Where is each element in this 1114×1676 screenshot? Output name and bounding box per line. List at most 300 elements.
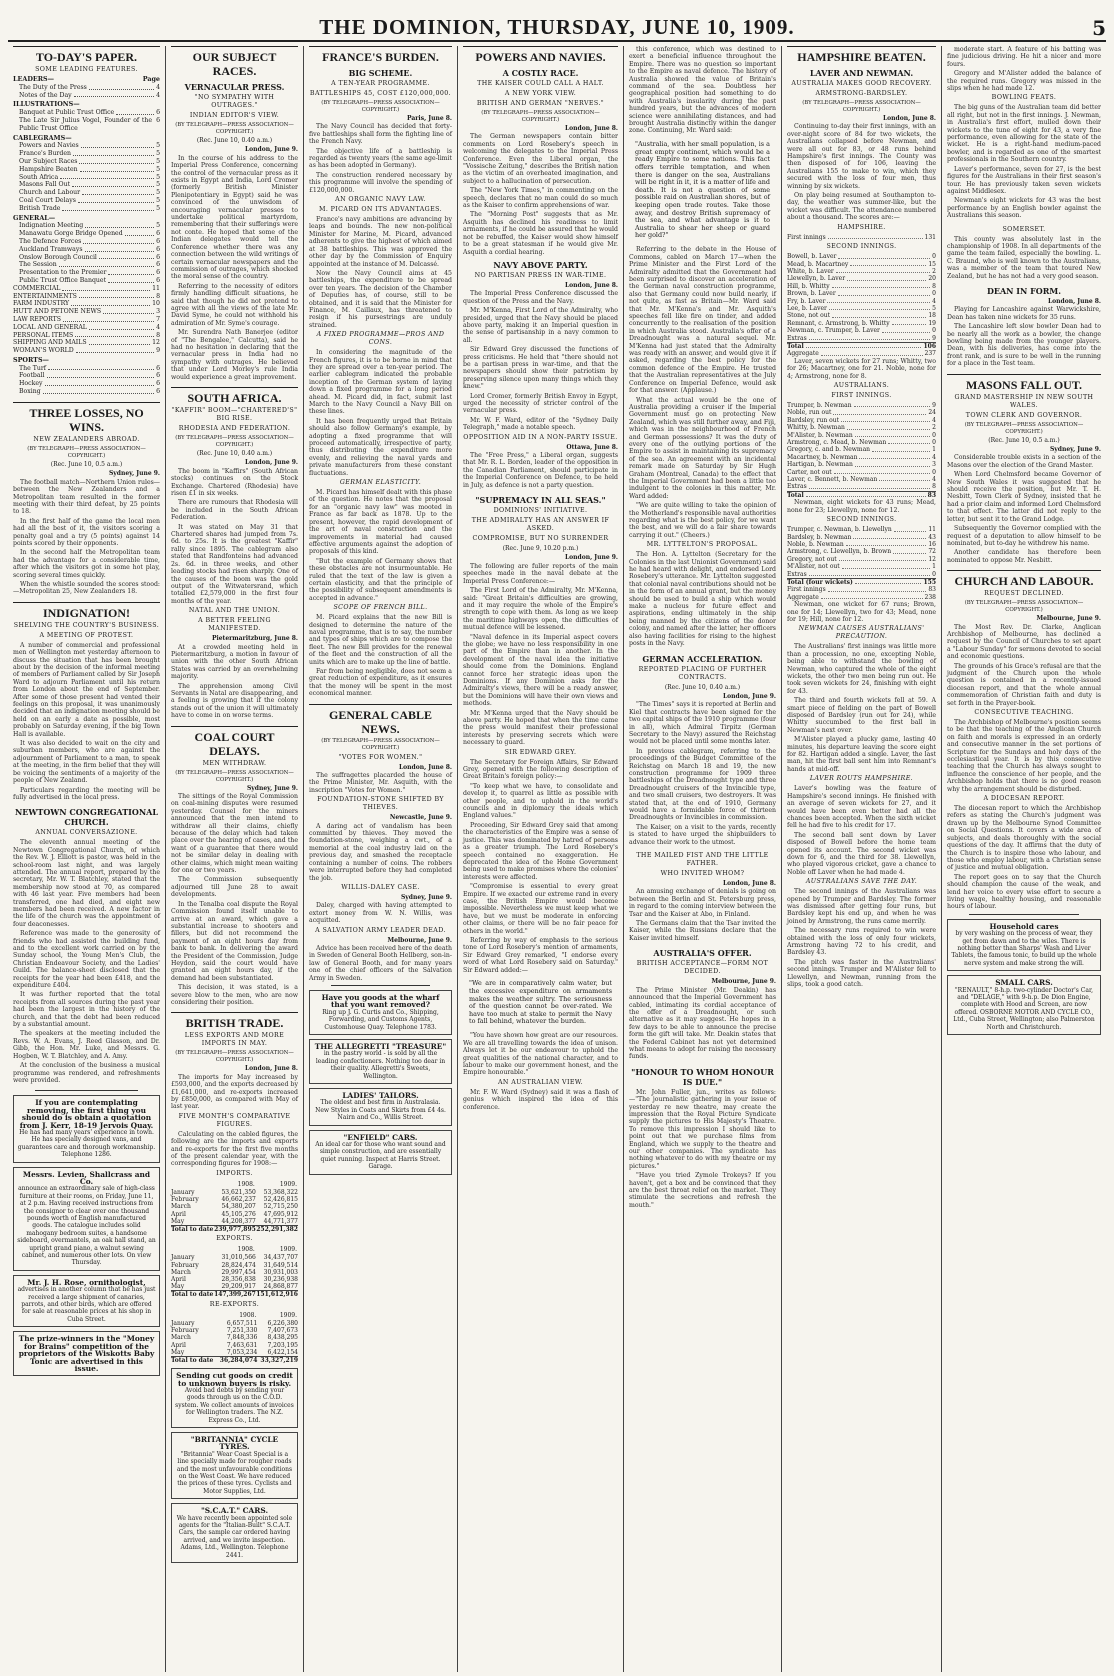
score-runs: 9 [932,334,936,342]
score-line [787,305,936,312]
toc-item [13,238,160,246]
toc-item-text: Coal Court Delays [19,196,76,204]
toc-item-page: 5 [156,189,160,197]
article-subheadline: SOMERSET. [1002,225,1046,233]
score-line [787,446,936,453]
trade-table-title: RE-EXPORTS. [209,1300,260,1308]
score-runs: 83 [927,491,936,499]
article-paragraph: "To keep what we have, to consolidate and develop it, to quarrel as little as possible with other people, and to uphold in the world's councils and in diplomacy the ideals which England values." [463,782,618,820]
table-row [171,1276,298,1283]
article-headline: FRANCE'S BURDEN. [309,46,452,64]
article-paragraph: The grounds of his Grace's refusal are that the judgment of the Church upon the whole question is contained in a recently-issued diocesan report, and that the whole annual commemoration of Christian faith and duty is set forth in the Prayer-book. [947,662,1101,707]
score-line [787,335,936,342]
article-body [629,551,776,647]
article-paragraph: The construction rendered necessary by this programme will involve the spending of £120,000,000. [309,171,452,194]
column-2 [166,46,304,1672]
trade-value: 6,226,380 [267,1319,298,1327]
powers-navies-article [463,46,618,489]
article-paragraph: Mr. F. W. Ward (Sydney) said it was a flash of genius which inspired the idea of this conference. [463,1088,618,1111]
newtown-church-article [13,807,160,1084]
innings-total [787,491,936,499]
toc-item [13,181,160,189]
toc-item [13,324,160,332]
todays-paper-section [13,46,160,396]
trade-value: 29,997,454 [221,1268,256,1276]
score-leader [894,526,927,531]
article-paragraph: It has been frequently urged that Britain should also follow Germany's example, by adopting a fixed programme that will proceed automatically, irrespective of party, thus distributing the expenditure more evenly, and relieving the naval yards and private manufacturers from these constant fluctuations. [309,417,452,477]
trade-table-header [171,1245,298,1254]
aggregate-total [787,594,936,601]
column-3 [304,46,458,1672]
block-quote: "Australia, with her small population, is a great empty continent, which would be a ready Empire to some nations. This fact offers terrible temptation, and when there is danger on the sea, Australians will be right in it, it is a matter of life and death. It is not a question of some possible raid on Australian shores, but of keeping open trade routes. Take those away, and destroy British supremacy of the sea, and what advantage is it to Australia to shear her sheep or guard her gold?" [635,140,770,240]
notice-text: "Britannia" Wear Coast Special is a line specially made for rougher roads and the most unfavourable conditions on the West Coast. We have reduced the prices of these tyres. Cyclists and Motor Supplies, Ltd. [176,1450,293,1495]
toc-item-page: 11 [152,284,160,292]
cable-item-place: London, June 8. [398,763,452,771]
toc-leader [89,339,151,345]
article-subheadline: LAVER AND NEWMAN. [809,68,914,78]
toc-group [13,135,160,143]
toc-item-page: 4 [156,91,160,99]
article-subheadline: LAVER ROUTS HAMPSHIRE. [809,775,914,783]
trade-value: 53,621,350 [221,1189,256,1197]
score-line [787,483,936,490]
toc-item-text: The Defence Forces [19,237,82,245]
toc-item-text: Auckland Tramways [19,245,83,253]
article-paragraph: France's navy ambitions are advancing by leaps and bounds. The new non-political Minister for Marine, M. Picard, advanced adherents to give the highest of which aimed at 38 battleships. This was approved the other day by the Commission of Enquiry appointed at the instance of M. Delcassé. [309,216,452,268]
score-runs: 43 [928,533,936,541]
score-runs: 4 [932,297,936,305]
trade-month: May [171,1348,185,1356]
toc-item [13,150,160,158]
toc-item [13,109,160,117]
score-name: M'Alister, not out [787,563,840,571]
trade-table-header [171,1311,298,1320]
score-runs: 1 [932,563,936,571]
toc-item [13,339,160,347]
article-subheadline: BRITISH AND GERMAN "NERVES." [476,100,605,107]
score-leader [832,283,931,288]
score-leader [855,461,930,466]
article-place: London, June 8. [882,115,936,122]
score-runs: 0 [932,439,936,447]
score-name: Extras [787,570,807,578]
article-body [787,123,936,221]
toc-leader [125,230,154,236]
trade-table-year: 1908. [237,1246,255,1254]
toc-group [13,76,160,84]
trade-month: May [171,1283,185,1291]
trade-total-value: 147,399,267 [214,1291,256,1299]
column-1 [8,46,166,1672]
trade-table-title: EXPORTS. [216,1235,253,1243]
toc-leader [45,380,155,386]
article-body [171,793,298,1006]
toc-item-page: 5 [156,173,160,181]
divider [35,1090,138,1091]
score-name: Laver, c. Bennett, b. Newman [787,476,878,484]
toc-item-text: Boxing [19,388,41,396]
score-line [787,268,936,275]
aggregate-total [787,350,936,357]
article-subheadline: INDIAN EDITOR'S VIEW. [189,112,280,119]
toc-leader [72,181,154,187]
notice-heading: Household cares [989,921,1059,931]
score-leader [829,305,930,310]
article-paragraph: In the first half of the game the local men had all the best of it, the visitors scoring a penalty goal and a try (5 points) against 14 points scored by their opponents. [13,517,160,547]
toc-leader [76,347,154,353]
toc-item-text: Football [19,372,45,380]
article-body [13,839,160,1084]
score-name: Remnant, c. Armstrong, b. Whitty [787,319,890,327]
article-paragraph: The imports for May increased by £593,000, and the exports decreased by £1,641,000, and re-exports increased by £850,000, as compared with May of last year. [171,1073,298,1111]
article-headline: GERMAN ACCELERATION. [642,653,763,664]
article-place: London, June 8. [1047,297,1101,305]
article-paragraph: Far from being negligible, does not seem a great reduction of expenditure, as it ensures that the money will be spent in the most economical manner. [309,668,452,698]
article-paragraph: Referring to the debate in the House of Commons, cabled on March 17—when the Prime Minister and the First Lord of the Admiralty admitted that the Government had been surprised to discover an acceleration of the German naval construction programme, also that Germany could now build nearly, if not quite, as fast as Britain—Mr. Ward said that Mr. M'Kenna's and Mr. Asquith's speeches fell like fire on tinder, and added concurrently to the realisation of the position in which Australia stood. Australia's offer of a Dreadnought was a natural sequel. Mr. M'Kenna had just stated that the Admiralty was ready with an answer, and would give it if asked, regarding the best policy for the common defence of the Empire. He trusted that the Australian representatives at the July Conference on Imperial Defence, would ask for that answer. (Applause.) [629,246,776,395]
score-line [787,476,936,483]
article-paragraph: The Kaiser, on a visit to the yards, recently is stated to have urged the shipbuilders to advance their work to the utmost. [629,823,776,846]
score-name: Hartigan, b. Newman [787,461,853,469]
article-paragraph: "You have shown how great are our resources. We are all travelling towards the idea of unison. Always let it be our endeavour to uphold the great qualities of the national character, and to labour to make our government honest, and the Empire honourable." [463,1032,618,1077]
article-place: London, June 9. [722,692,776,700]
article-subheadline: REPORTED PLACING OF FURTHER CONTRACTS. [638,665,767,681]
article-dateline: (Rec. June 10, 0.5 a.m.) [50,460,123,468]
table-row [171,1349,298,1357]
toc-item-page: 5 [156,196,160,204]
article-subheadline: AN ORGANIC NAVY LAW. [335,196,426,204]
score-runs: 106 [923,342,936,350]
article-subheadline: A COSTLY RACE. [502,68,579,78]
trade-value: 34,437,707 [263,1254,298,1262]
score-leader [847,424,930,429]
article-subheadline: MEN WITHDRAW. [202,759,267,767]
article-headline: THE MAILED FIST AND THE LITTLE FATHER. [636,852,769,868]
toc-item [13,277,160,285]
notice-box [171,1432,298,1499]
score-leader [882,327,930,332]
masthead [8,0,1106,42]
score-line [787,454,936,461]
toc-item-text: Presentation to the Premier [19,269,107,277]
toc-item-page: 5 [156,222,160,230]
score-name: Bowell, b. Laver [787,253,837,261]
trade-tables [171,1170,298,1364]
article-paragraph: The boom in "Kaffirs" (South African stocks) continues on the Stock Exchange. Chartered (Rhodesia) have risen £1 in six weeks. [171,467,298,498]
article-headline: THREE LOSSES, NO WINS. [13,402,160,434]
article-credit: (BY TELEGRAPH—PRESS ASSOCIATION—COPYRIGHT.) [175,1050,294,1064]
notice-text: An ideal car for those who want sound and simple construction, and are essentially quiet running. Inspect at Harris Street. Garage. [315,1141,446,1171]
article-subheadline: NEW ZEALANDERS ABROAD. [33,435,140,443]
article-credit: (BY TELEGRAPH—PRESS ASSOCIATION—COPYRIGHT.) [321,737,440,751]
article-paragraph: The Prime Minister (Mr. Deakin) has announced that the Imperial Government has cabled, intimating its cordial acceptance of the offer of a Dreadnought, or such alternative as it may suggest. He hopes in a few days to be able to announce the precise form the gift will take. Mr. Deakin states that the Federal Cabinet has not yet determined what means to adopt for raising the necessary funds. [629,986,776,1061]
general-cable-news [309,704,452,1175]
trade-total-label: Total to date [171,1226,214,1234]
article-credit: (BY TELEGRAPH—PRESS ASSOCIATION—COPYRIGHT.) [175,435,294,448]
toc-item-page: 6 [156,109,160,117]
score-line [787,402,936,409]
innings-heading: SECOND INNINGS. [826,243,897,251]
toc-leader [116,109,154,115]
toc-item [13,365,160,373]
cable-item-title: "VOTES FOR WOMEN." [338,753,423,761]
toc-item [13,205,160,213]
notice-box [947,919,1101,971]
article-body [947,805,1101,911]
notice-text: He has had many years' experience in town. He has specially designed vans, and guarantees care and thorough workmanship. Telephone 1286. [17,1128,156,1159]
article-paragraph: The Archbishop of Melbourne's position seems to be that the teaching of the Anglican Church on faith and morals is expressed in an orderly and consecutive manner in the set portions of Scripture for the Sundays and holy days of the ecclesiastical year. It is by this consecutive teaching that the Church has always sought to influence the conscience of her people, and the Archbishop holds that there is no good reason why the arrangement should be disturbed. [947,719,1101,793]
article-dateline: (Rec. June 10, 0.40 a.m.) [196,450,273,457]
trade-value: 31,010,566 [221,1254,256,1262]
trade-value: 7,053,234 [226,1348,258,1356]
toc-leader [71,300,150,306]
article-body [463,290,618,431]
article-paragraph: The Australians' first innings was little more than a procession, no one, excepting Noble, being able to withstand the bowling of Newman, who captured the whole of the eight wickets, the other two men being run out. He took seven wickets for 24, finishing with eight for 43. [787,643,936,695]
article-headline: GENERAL CABLE NEWS. [309,704,452,736]
article-place: Melbourne, June 9. [711,978,776,986]
score-runs: 9 [932,402,936,409]
score-runs: 3 [932,461,936,469]
article-subheadline: AUSTRALIA MAKES GOOD RECOVERY. [791,80,932,87]
article-paragraph: The Commission subsequently adjourned till June 28 to await developments. [171,876,298,899]
score-runs: 0 [932,468,936,476]
article-paragraph: Particulars regarding the meeting will be fully advertised in the local press. [13,786,160,801]
toc-item-text: SHIPPING AND MAILS [13,339,87,347]
article-paragraph: M'Alister played a plucky game, lasting 40 minutes, his departure leaving the score eight for 82. Hartigan added a single. Laver, the last man, hit the first ball sent him into Remnant's hands at mid-off. [787,736,936,773]
mailed-fist-article [629,852,776,942]
article-paragraph: It was stated on May 31 that Chartered shares had jumped from 7s. 6d. to 25s. It is the greatest "Kaffir" rally since 1895. The cablegram also stated that Randfonteins had advanced 2s. 6d. in three weeks, and other leading stocks had risen sharply. One of the causes of the boom was the gold output of the Witwatersrand, which totalled £2,579,000 in the first four months of the year. [171,523,298,605]
cable-item-text: Advice has been received here of the death in Sweden of General Booth Hellberg, son-in-law of General Booth, and for many years one of the chief officers of the Salvation Army in Sweden. [309,944,452,982]
article-paragraph: The third and fourth wickets fell at 59. A smart piece of fielding on the part of Bowell disposed of Bardsley (run out for 24), while Whitty succumbed to the first ball in Newman's next over. [787,697,936,734]
article-credit: (BY TELEGRAPH—PRESS ASSOCIATION—COPYRIGHT.) [175,769,294,783]
article-subheadline: GRAND MASTERSHIP IN NEW SOUTH WALES. [954,393,1094,409]
trade-total-label: Total to date [171,1356,217,1364]
article-subheadline: BIG SCHEME. [348,68,413,78]
article-place: London, June 8. [564,125,618,132]
trade-month: March [171,1268,191,1276]
toc-item-text: South Africa [19,173,59,181]
toc-item-page: 6 [156,380,160,388]
score-runs: 11 [928,526,936,534]
toc-item-text: Powers and Navies [19,142,79,150]
article-subheadline: ANNUAL CONVERSAZIONE. [35,829,138,837]
lyttelton-article [629,541,776,647]
somerset-article [947,226,1101,280]
trade-table-year: 1908. [237,1180,255,1188]
score-line [787,253,936,260]
article-subheadline: FIVE MONTH'S COMPARATIVE FIGURES. [178,1112,291,1128]
trade-table-year: 1909. [279,1180,297,1188]
trade-month: February [171,1327,199,1335]
trade-value: 52,426,815 [263,1196,298,1204]
score-name: Bardsley, run out [787,416,840,424]
article-paragraph: Mr. M'Kenna, First Lord of the Admiralty, who presided, urged that the Navy should be placed above party, making it an Imperial question in the sense of partisanship in a navy common to all. [463,307,618,344]
score-leader [839,556,927,561]
toc-item-page: 6 [156,261,160,269]
score-leader [855,432,930,437]
score-name: Mead, b. Macartney [787,260,849,268]
trade-total-value: 36,284,074 [217,1356,258,1364]
article-paragraph: The "New York Times," in commenting on the speech, declares that no man could do so much as the Kaiser to confirm apprehensions of war. [463,187,618,210]
article-paragraph: Now the Navy Council aims at 45 battleships, the expenditure to be spread over ten years. The decision of the Chamber of Deputies has, of course, still to be obtained, and it is said that the Minister for Finance, M. Caillaux, has threatened to resign if his pursestrings are unduly strained. [309,269,452,329]
score-leader [888,439,930,444]
bowling-analysis: Newman, one wicket for 67 runs; Brown, one for 14; Llewellyn, two for 43; Mead, none for 19; Hill, none for 12. [787,601,936,623]
trade-month: February [171,1196,199,1204]
toc-leader [85,246,155,252]
subject-races-article [171,46,298,381]
notice-text: advertises in another column that he has just received a large shipment of canaries, parrots, and other birds, which are offered for sale at reasonable prices at his shop in Cuba Street. [17,1286,156,1323]
toc-leader [48,365,154,371]
toc-item-page: 6 [156,237,160,245]
notice-heading: Mr. J. H. Rose, ornithologist, [27,1277,146,1287]
article-body [309,489,452,602]
article-paragraph: "Naval defence in its Imperial aspect covers the globe; we have no less responsibility in one part of the Empire than in another. In the development of the naval idea the initiative should come from the Dominions. England cannot force her strategic ideas upon the Dominions. If any Dominion asks for the Admiralty's views, there will be a ready answer, but the Dominions will have their own views and methods. [463,633,618,708]
toc-item-text: HUTT AND PETONE NEWS [13,308,102,316]
article-paragraph: "Have you tried Zymole Trokeys? If you haven't, get a box and be convinced that they are the best throat relief on the market. They stimulate the secretions and refresh the mouth." [629,1172,776,1209]
notice-heading: Have you goods at the wharf that you want removed? [321,992,440,1010]
toc-item-page: 8 [156,292,160,300]
article-paragraph: Gregory and M'Alister added the balance of the required runs. Gregory was missed in the slips when he had made 12. [947,70,1101,93]
trade-month: January [171,1254,195,1262]
trade-value: 7,848,336 [226,1334,258,1342]
todays-paper-subheading: SOME LEADING FEATURES. [35,66,138,73]
trade-month: April [171,1210,186,1218]
score-line [787,327,936,334]
trade-total-value: 151,612,916 [256,1291,298,1299]
notice-box [309,1039,452,1084]
masthead-title: THE DOMINION, THURSDAY, JUNE 10, 1909. [319,15,795,39]
trade-month: April [171,1276,186,1284]
toc-item [13,293,160,301]
trade-value: 52,715,250 [263,1203,298,1211]
indignation-article [13,602,160,802]
score-name: Llewellyn, b. Laver [787,275,846,283]
toc-item-text: Church and Labour [19,189,81,197]
article-body [629,246,776,539]
article-paragraph: moderate start. A feature of his batting was fine judicious driving. He hit a nicer and more fours. [947,46,1101,68]
toc-item [13,222,160,230]
toc-group [13,101,160,109]
toc-group-label: CABLEGRAMS— [13,133,72,142]
bowling-analysis: Newman, eight wickets for 43 runs; Mead, none for 23; Llewellyn, none for 12. [787,499,936,514]
article-dateline: (Rec. June 10, 0.40 a.m.) [196,137,273,144]
score-line [787,439,936,446]
score-name: Hill, b. Whitty [787,282,830,290]
score-name: Carter, not out [787,468,832,476]
toc-leader [83,238,154,244]
toc-item-text: Our Subject Races [19,157,78,165]
trade-total-value: 252,291,382 [256,1226,298,1234]
article-paragraph: Considerable trouble exists in a section of the Masons over the election of the Grand Master. [947,454,1101,469]
trade-table-cell [171,1180,214,1189]
trade-value: 53,368,322 [263,1189,298,1197]
score-leader [821,594,923,599]
toc-item-page: 6 [156,276,160,284]
article-subheadline: A MEETING OF PROTEST. [39,631,134,639]
article-body [463,1089,618,1111]
article-body [947,46,1101,92]
article-paragraph: What the actual would be the one of Australia providing a cruiser if the Imperial Government must go on protecting New Zealand, which was still further away, and Fiji, which was in the neighbourhood of French and German possessions? It was the duty of every one of the outlying portions of the Empire to assist in maintaining its supremacy of the sea. An agreement with an incidental remark made on Saturday by Sir Hugh Graham (Montreal, Canada) to the effect that the Imperial Government had been a little too indulgent to the colonies in this matter, Mr. Ward added: [629,396,776,500]
table-row [171,1283,298,1291]
score-runs: 15 [928,260,936,268]
column-7-notices [947,919,1101,1035]
article-paragraph: The German newspapers contain bitter comments on Lord Rosebery's speech in welcoming the delegates to the Imperial Press Conference. Even the Liberal organ, the "Vossische Zeitung," describes the British nation as the victim of an overheated imagination, and subject to a hallucination of persecution. [463,133,618,185]
innings-total [787,342,936,350]
article-paragraph: The "Morning Post" suggests that as Mr. Asquith has declined his readiness to limit armaments, if he could be assured that he would not be rebuffed, the Kaiser would show himself to be a great statesman if he would give Mr. Asquith a cordial hearing. [463,211,618,256]
score-line [787,526,936,533]
honour-article [629,1067,776,1210]
score-line [787,461,936,468]
score-leader [879,476,930,481]
score-leader [809,335,930,340]
notice-box [13,1331,160,1376]
article-body [787,888,936,988]
toc-item-page: 5 [156,157,160,165]
bowling-analysis: Laver, seven wickets for 27 runs; Whitty, two for 26; Macartney, one for 21. Noble, none for 4; Armstrong, none for 8. [787,357,936,380]
trade-total-row [171,1356,298,1364]
notice-text: We have recently been appointed sole agents for the "Italian-Built" S.C.A.T. Cars, the sample car ordered having arrived, and we invite inspection. Adams, Ltd., Wellington. Telephone 2441. [176,1514,293,1559]
article-body [171,644,298,720]
article-subheadline: WHO INVITED WHOM? [660,870,745,878]
article-paragraph: When the whistle sounded the scores stood:—Metropolitan 25, New Zealanders 18. [13,580,160,596]
toc-item-text: Banquet at Public Trust Office [19,109,115,117]
toc-item-page: 9 [156,347,160,355]
article-headline: INDIGNATION! [13,602,160,620]
innings-heading: SECOND INNINGS. [826,516,897,524]
score-runs: 2 [932,424,936,432]
cable-item-title: A SALVATION ARMY LEADER DEAD. [315,926,446,934]
article-paragraph: The First Lord of the Admiralty, Mr. M'Kenna, said: "Great Britain's difficulties are growing, and it may require the whole of the Empire's strength to cope with them. As long as we keep the maritime highways open, the difficulties of mutual defence will be lessened. [463,587,618,632]
article-paragraph: The second innings of the Australians was opened by Trumper and Bardsley. The former was dismissed after getting four runs, but Bardsley kept his end up, and when he was joined by Armstrong, the runs came merrily. [787,888,936,925]
score-name: Fry, b. Laver [787,297,826,305]
article-credit: (BY TELEGRAPH—PRESS ASSOCIATION—COPYRIGHT.) [964,600,1084,614]
trade-table-header [171,1180,298,1189]
trade-table [171,1245,298,1298]
score-name: Bardsley, b. Newman [787,533,852,541]
article-subheadline: CONSECUTIVE TEACHING. [974,709,1074,716]
table-row [171,1218,298,1226]
article-dateline: (Rec. June 9, 10.20 p.m.) [502,545,579,553]
trade-total-label: Total to date [171,1291,214,1299]
toc-item-page: 6 [156,230,160,238]
score-runs: 0 [932,327,936,335]
article-dateline: (Rec. June 10, 0.5 a.m.) [988,436,1060,444]
article-headline: OUR SUBJECT RACES. [171,46,298,78]
table-row [171,1342,298,1349]
toc-item [13,285,160,293]
score-leader [833,409,926,414]
toc-item [13,254,160,262]
article-credit: (BY TELEGRAPH—PRESS ASSOCIATION—COPYRIGHT.) [964,421,1084,435]
toc-leader [81,142,154,148]
toc-item-page: 5 [156,204,160,212]
trade-month: April [171,1341,186,1349]
trade-value: 28,824,474 [221,1261,256,1269]
article-headline: BRITISH TRADE. [171,1012,298,1030]
toc-item-page: 8 [156,331,160,339]
article-body [629,46,776,135]
score-name: Macartney, b. Newman [787,453,858,461]
toc-item [13,372,160,380]
toc-item-text: Public Trust Office Banquet [19,276,107,284]
article-subheadline: A BETTER FEELING MANIFESTED. [198,617,271,633]
score-name: Trumper, b. Newman [787,402,852,409]
toc-item-text: The Duty of the Press [19,83,87,91]
toc-item [13,230,160,238]
score-leader [893,548,926,553]
toc-item-page: 6 [156,364,160,372]
article-paragraph: When Lord Chelmsford became Governor of New South Wales it was suggested that he should receive the position, but Mr. T. H. Nesbitt, Town Clerk of Sydney, insisted that he had a prior claim and informed Lord Chelmsford to that effect. The latter did not reply to the letter, but sent it to the Grand Lodge. [947,471,1101,523]
score-name: Extras [787,483,807,491]
